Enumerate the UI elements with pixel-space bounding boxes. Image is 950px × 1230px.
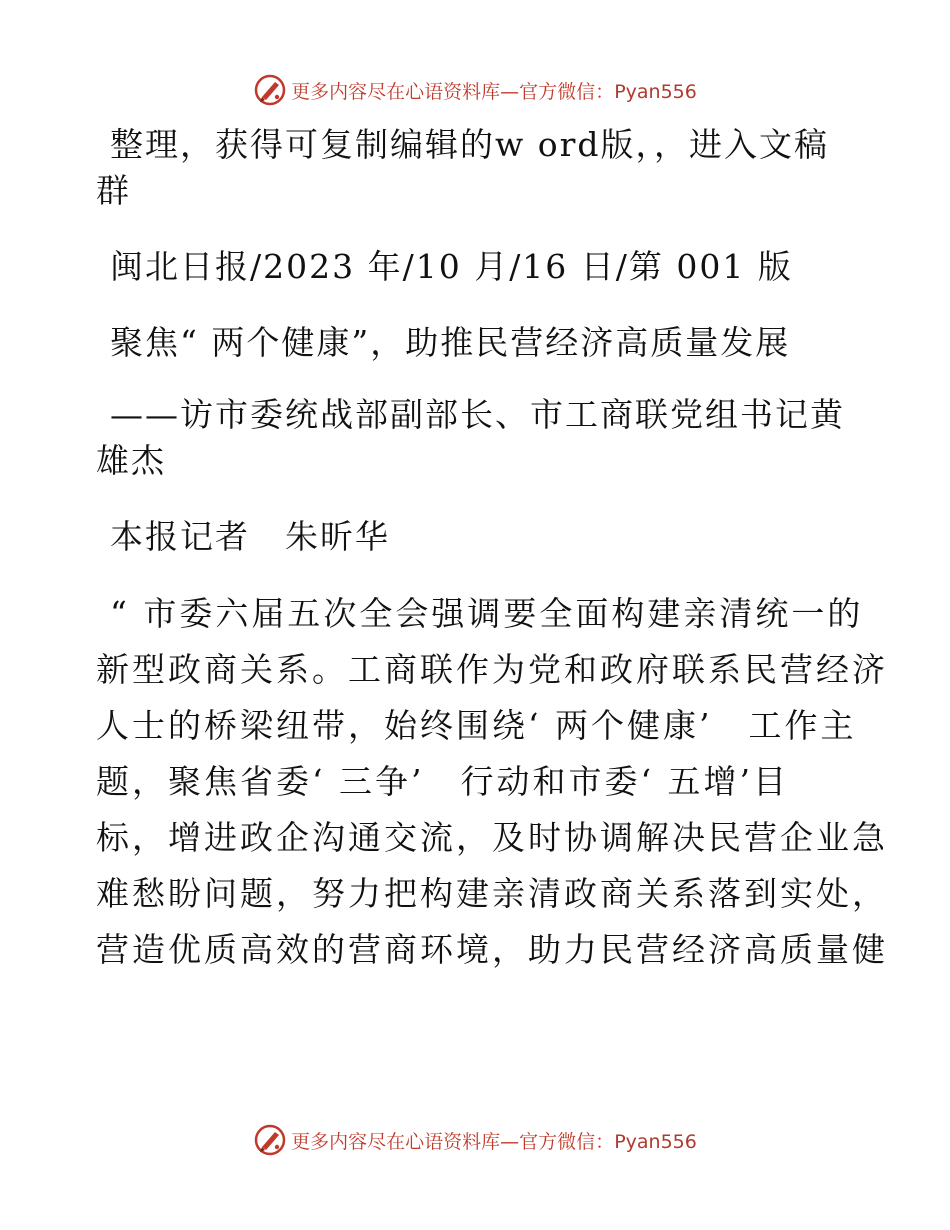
subheadline-line-1: ——访市委统战部副部长、市工商联党组书记黄	[110, 395, 845, 434]
watermark-official-text: —官方微信：	[500, 80, 615, 103]
paragraph-line: 题，聚焦省委‘ 三争’ 行动和市委‘ 五增’目	[96, 762, 789, 801]
byline: 本报记者 朱昕华	[110, 517, 390, 556]
header-watermark	[0, 70, 950, 110]
pen-logo-icon	[253, 1123, 287, 1157]
watermark-wechat-id: Pyan556	[614, 1130, 697, 1153]
source-line: 闽北日报/2023 年/10 月/16 日/第 001 版	[110, 247, 793, 286]
watermark-official-text: —官方微信：	[500, 1130, 615, 1153]
paragraph-line: 人士的桥梁纽带，始终围绕‘ 两个健康’ 工作主	[96, 706, 857, 745]
paragraph-line: 难愁盼问题，努力把构建亲清政商关系落到实处，	[96, 874, 888, 913]
watermark-library-text: 更多内容尽在心语资料库	[291, 80, 501, 103]
intro-line-1: 整理，获得可复制编辑的w ord版，，进入文稿	[110, 125, 830, 164]
subheadline-line-2: 雄杰	[96, 441, 166, 480]
article-paragraph	[96, 586, 888, 978]
document-body	[96, 122, 888, 978]
pen-logo-icon	[253, 73, 287, 107]
paragraph-line: 新型政商关系。工商联作为党和政府联系民营经济	[96, 650, 888, 689]
paragraph-line: “ 市委六届五次全会强调要全面构建亲清统一的	[110, 594, 864, 633]
article-headline: 聚焦“ 两个健康”，助推民营经济高质量发展	[110, 323, 791, 362]
watermark-library-text: 更多内容尽在心语资料库	[291, 1130, 501, 1153]
paragraph-line: 营造优质高效的营商环境，助力民营经济高质量健	[96, 930, 888, 969]
paragraph-line: 标，增进政企沟通交流，及时协调解决民营企业急	[96, 818, 888, 857]
watermark-wechat-id: Pyan556	[614, 80, 697, 103]
footer-watermark	[0, 1120, 950, 1160]
intro-line-2: 群	[96, 171, 131, 210]
